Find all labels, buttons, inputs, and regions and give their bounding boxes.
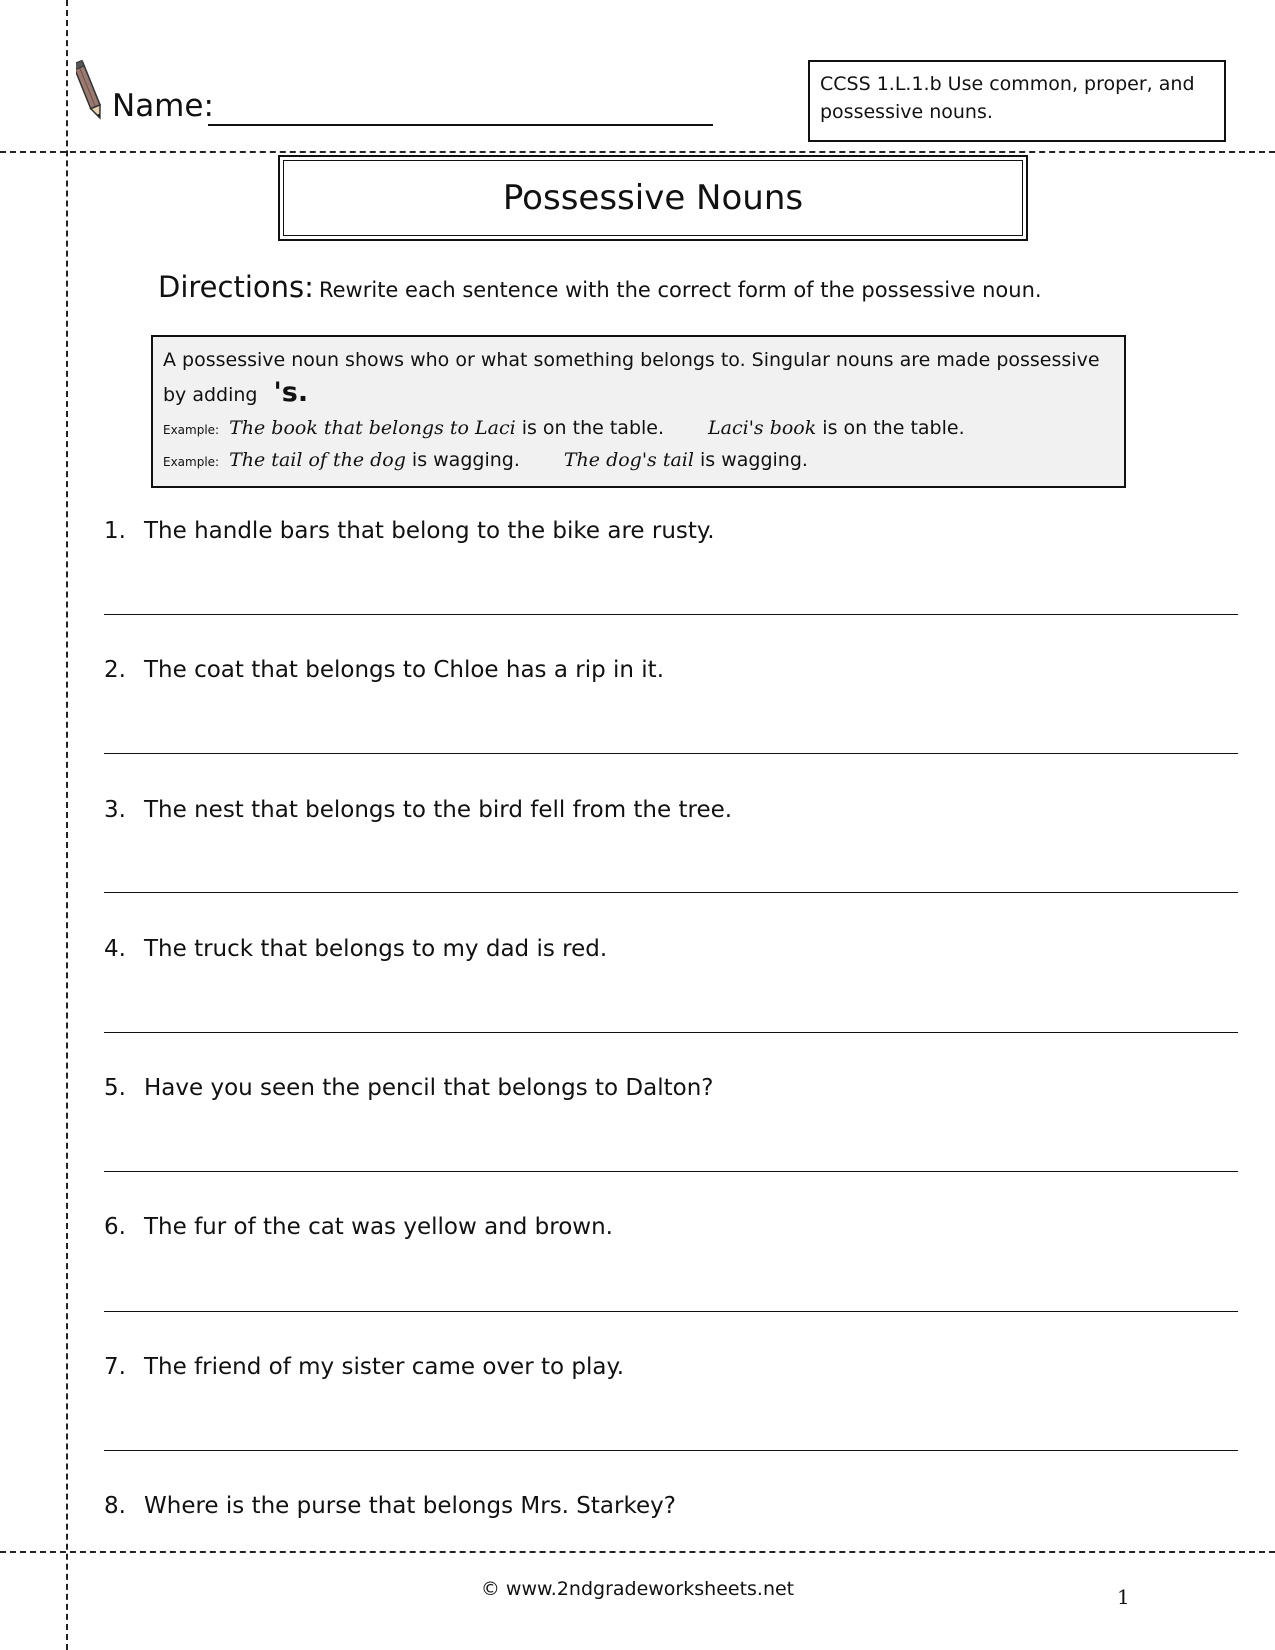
copyright-footer: © www.2ndgradeworksheets.net — [480, 1578, 795, 1600]
example-rewrite-phrase: The dog's tail — [563, 449, 694, 471]
question-number: 1. — [104, 518, 126, 544]
example-label: Example: — [163, 455, 220, 469]
directions-text: Rewrite each sentence with the correct form of the possessive noun. — [318, 278, 1042, 302]
answer-line-2[interactable] — [104, 753, 1238, 754]
question-text: Have you seen the pencil that belongs to Dalton? — [144, 1075, 714, 1101]
question-number: 3. — [104, 797, 126, 823]
name-field-line[interactable] — [208, 124, 713, 126]
question-1 — [104, 518, 715, 544]
question-6 — [104, 1214, 613, 1240]
explanation-text: A possessive noun shows who or what something belongs to. Singular nouns are made possessive — [163, 349, 1100, 371]
question-text: The handle bars that belong to the bike are rusty. — [144, 518, 715, 544]
question-number: 5. — [104, 1075, 126, 1101]
answer-line-5[interactable] — [104, 1171, 1238, 1172]
top-cut-guide — [0, 151, 1275, 153]
answer-line-7[interactable] — [104, 1450, 1238, 1451]
question-4 — [104, 936, 607, 962]
example-original-phrase: The tail of the dog — [229, 449, 406, 471]
answer-line-6[interactable] — [104, 1311, 1238, 1312]
question-3 — [104, 797, 732, 823]
question-number: 7. — [104, 1354, 126, 1380]
example-label: Example: — [163, 423, 220, 437]
answer-line-3[interactable] — [104, 892, 1238, 893]
standard-text: CCSS 1.L.1.b Use common, proper, and possessive nouns. — [820, 73, 1195, 123]
directions — [158, 270, 1042, 304]
apostrophe-s-mark: 's. — [273, 377, 309, 408]
question-text: The fur of the cat was yellow and brown. — [144, 1214, 613, 1240]
page-title: Possessive Nouns — [283, 160, 1023, 236]
question-text: The truck that belongs to my dad is red. — [144, 936, 608, 962]
question-2 — [104, 657, 664, 683]
question-number: 6. — [104, 1214, 126, 1240]
title-box — [278, 155, 1028, 241]
vertical-cut-guide — [66, 0, 68, 1650]
question-8 — [104, 1493, 676, 1519]
example-original-phrase: The book that belongs to Laci — [229, 417, 516, 439]
example-original-rest: is on the table. — [515, 417, 665, 439]
question-5 — [104, 1075, 714, 1101]
example-row — [163, 413, 1114, 445]
example-rewrite-phrase: Laci's book — [708, 417, 817, 439]
question-text: The coat that belongs to Chloe has a rip in it. — [144, 657, 665, 683]
directions-label: Directions: — [158, 270, 314, 304]
page-number: 1 — [1117, 1585, 1130, 1609]
bottom-cut-guide — [0, 1551, 1275, 1553]
standard-box — [808, 60, 1226, 142]
name-label: Name: — [112, 88, 214, 124]
answer-line-1[interactable] — [104, 614, 1238, 615]
question-text: The nest that belongs to the bird fell from the tree. — [144, 797, 733, 823]
question-text: The friend of my sister came over to play. — [144, 1354, 625, 1380]
question-7 — [104, 1354, 624, 1380]
question-number: 8. — [104, 1493, 126, 1519]
question-number: 4. — [104, 936, 126, 962]
answer-line-4[interactable] — [104, 1032, 1238, 1033]
example-original-rest: is wagging. — [405, 449, 520, 471]
rule-prefix: by adding — [163, 384, 258, 406]
question-number: 2. — [104, 657, 126, 683]
example-row — [163, 445, 1114, 477]
pencil-icon — [76, 58, 102, 124]
example-rewrite-rest: is on the table. — [816, 417, 965, 439]
explanation-rule — [163, 375, 1114, 413]
explanation-box — [151, 335, 1126, 488]
example-rewrite-rest: is wagging. — [693, 449, 808, 471]
question-text: Where is the purse that belongs Mrs. Starkey? — [144, 1493, 676, 1519]
